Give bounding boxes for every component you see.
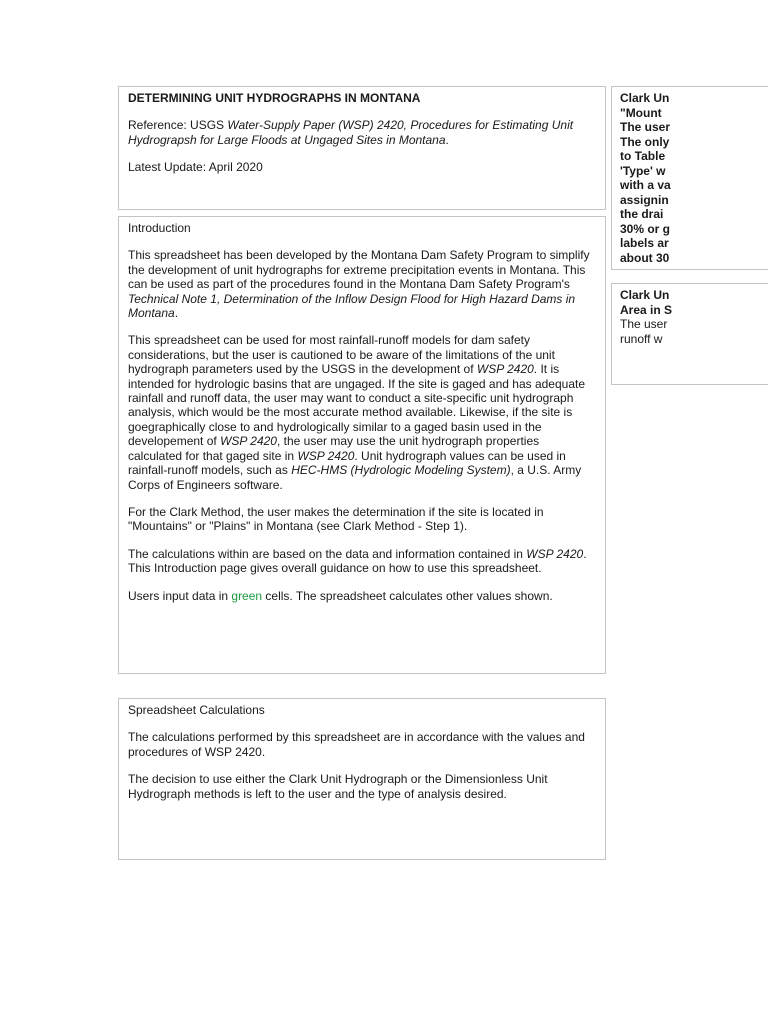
clark-area-section [611,283,768,385]
calculations-heading: Spreadsheet Calculations [128,703,265,717]
right1-line: labels ar [620,236,669,250]
right1-line: The only [620,134,670,149]
intro-paragraph-3: For the Clark Method, the user makes the determination if the site is located in "Mountains" or "Plains" in Montana (see Clark Method - Step 1). [128,504,544,534]
intro-paragraph-4: The calculations within are based on the data and information contained in WSP 2420. This Introduction page gives overall guidance on how to use this spreadsheet. [128,546,587,576]
right1-line: 'Type' w [620,163,666,178]
right1-line: the drai [620,207,664,221]
right1-line: about 30 [620,250,670,265]
right1-line: Clark Un [620,91,670,105]
calc-paragraph-2: The decision to use either the Clark Unit Hydrograph or the Dimensionless Unit Hydrograph methods is left to the user and the type of analysis desired. [128,772,548,801]
introduction-heading: Introduction [128,221,191,235]
right2-line: Clark Un [620,288,670,302]
right1-line: 30% or g [620,221,671,236]
right1-line: to Table [620,149,666,163]
document-title: DETERMINING UNIT HYDROGRAPHS IN MONTANA [128,91,421,105]
latest-update: Latest Update: April 2020 [128,160,263,175]
green-word: green [231,588,263,603]
right1-line: with a va [620,178,671,192]
clark-mountains-section [611,86,768,270]
right1-line: "Mount [620,105,662,120]
title-section [118,86,606,210]
right2-line: The user [620,317,668,331]
right1-line: The user [620,120,671,134]
calc-paragraph-1: The calculations performed by this spreadsheet are in accordance with the values and procedures of WSP 2420. [128,730,585,759]
right2-line: runoff w [620,331,663,346]
intro-paragraph-5: Users input data in green cells. The spreadsheet calculates other values shown. [128,588,553,603]
reference-line: Reference: USGS Water-Supply Paper (WSP) 2420, Procedures for Estimating Unit Hydrograpsh for Large Floods at Ungaged Sites in Montana. [128,118,574,147]
intro-paragraph-1: This spreadsheet has been developed by the Montana Dam Safety Program to simplify the development of unit hydrographs for extreme precipitation events in Montana. This can be used as part of the procedures found in the Montana Dam Safety Program's Technical Note 1, Determination of the Inflow Design Flood for High Hazard Dams in Montana. [128,248,590,321]
right1-line: assignin [620,192,669,207]
calculations-section [118,698,606,860]
right2-line: Area in S [620,302,673,317]
intro-paragraph-2: This spreadsheet can be used for most rainfall-runoff models for dam safety considerations, but the user is cautioned to be aware of the limitations of the unit hydrograph parameters used by the USGS in the development of WSP 2420. It is intended for hydrologic basins that are ungaged. If the site is gaged and has adequate rainfall and runoff data, the user may want to conduct a site-specific unit hydrograph analysis, which would be the most accurate method available. Likewise, if the site is goegraphically close to and hydrologically similar to a gaged basin used in the developement of WSP 2420, the user may use the unit hydrograph properties calculated for that gaged site in WSP 2420. Unit hydrograph values can be used in rainfall-runoff models, such as HEC-HMS (Hydrologic Modeling System), a U.S. Army Corps of Engineers software. [128,333,585,492]
introduction-section [118,216,606,674]
